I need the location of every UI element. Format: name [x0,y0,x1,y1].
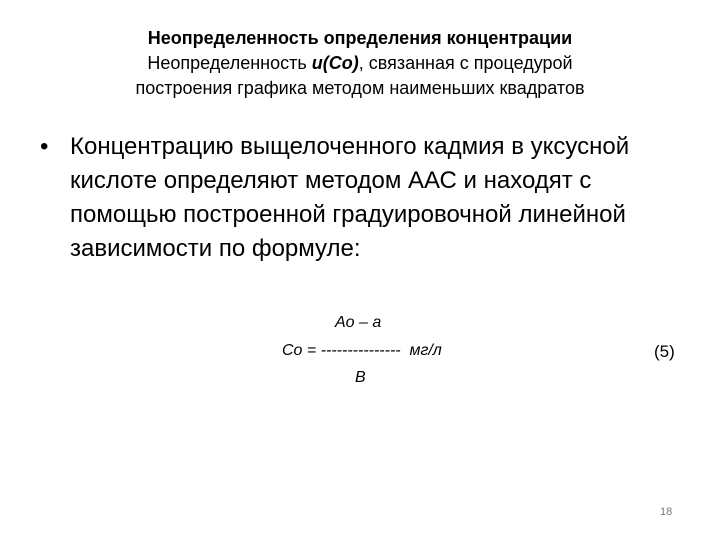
title-line-2-prefix: Неопределенность [147,53,312,73]
title-line-2 [60,51,660,76]
formula-numerator: Ao – a [335,314,382,331]
title-line-2-suffix: , связанная с процедурой [358,53,573,73]
formula-main-line: Co = --------------- мг/л [282,342,442,359]
title-line-3: построения графика методом наименьших квадратов [135,78,585,98]
page-number: 18 [660,506,673,518]
bullet-dot: • [40,133,49,160]
title-line-2-symbol: u(Co) [311,53,359,73]
title-line-1: Неопределенность определения концентрации [147,28,573,48]
bullet-text: Концентрацию выщелоченного кадмия в уксусной кислоте определяют методом ААС и находят с помощью построенной градуировочной линейной зависимости по формуле: [70,133,630,262]
bullet-item [40,130,690,266]
equation-number: (5) [654,342,675,361]
formula-denominator: B [355,369,366,386]
slide-title [60,26,660,101]
